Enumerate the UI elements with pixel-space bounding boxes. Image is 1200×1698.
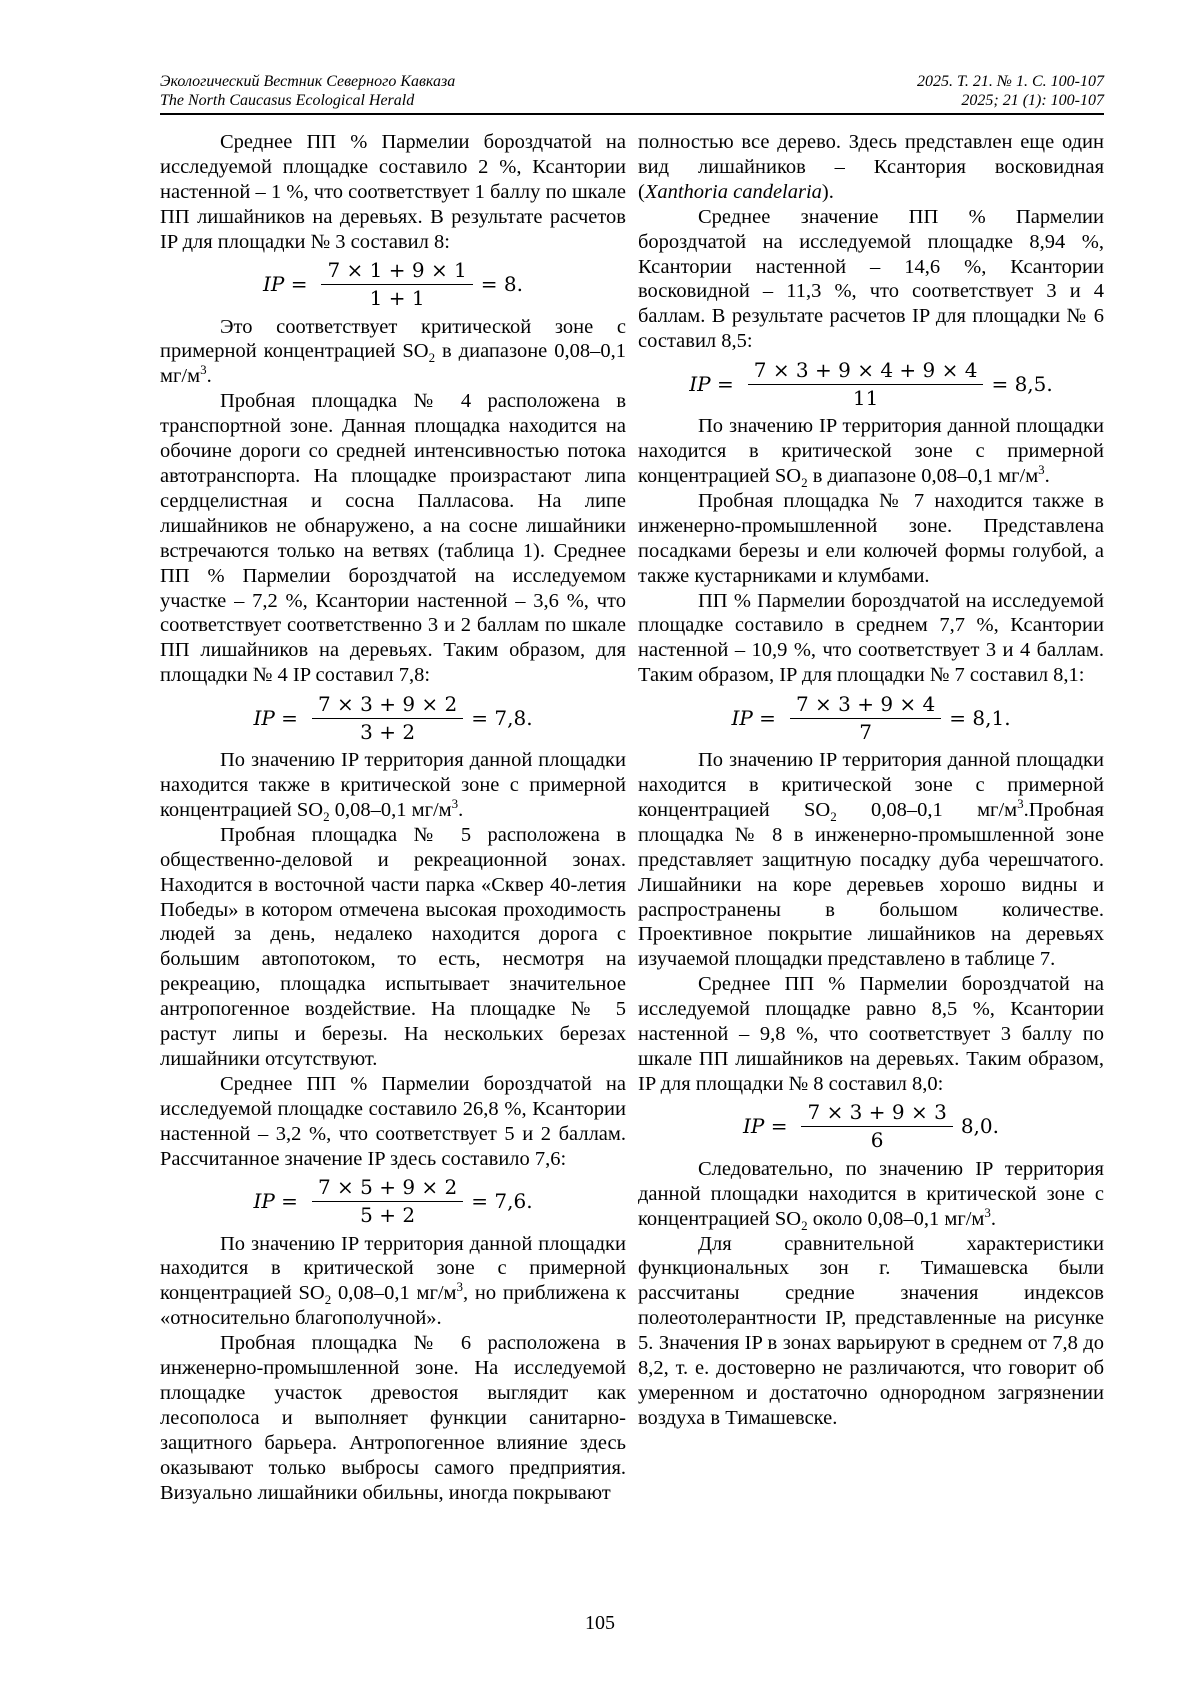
paragraph: Для сравнительной характеристики функциональных зон г. Тимашевска были рассчитаны средние значения индексов полеотолерантности IP, представленные на рисунке 5. Значения IP в зонах варьируют в среднем от 7,8 до 8,2, т. е. достоверно не различаются, что говорит об умеренном и достаточно однородном загрязнении воздуха в Тимашевске. — [638, 1232, 1104, 1429]
denominator: 1 + 1 — [369, 286, 425, 311]
equation — [160, 688, 626, 748]
paragraph: По значению IP территория данной площадки находится в критической зоне с примерной концентрацией $SO_2$ 0,08–0,1 $мг/м^3$, но приближена к «относительно благополучной». — [160, 1232, 626, 1330]
paragraph: Следовательно, по значению IP территория данной площадки находится в критической зоне с концентрацией $SO_2$ около 0,08–0,1 $мг/м^3$. — [638, 1157, 1104, 1233]
equation-lhs: IP = — [743, 1114, 788, 1139]
numerator: 7 × 1 + 9 × 1 — [321, 257, 472, 285]
equation — [160, 255, 626, 315]
equation-result: = 8,1. — [949, 705, 1011, 730]
paragraph: По значению IP территория данной площадки находится в критической зоне с примерной концентрацией $SO_2$ в диапазоне 0,08–0,1 $мг/м^3$. — [638, 415, 1104, 491]
equation-result: = 7,6. — [471, 1189, 533, 1214]
paragraph: Среднее ПП % Пармелии бороздчатой на исследуемой площадке равно 8,5 %, Ксантории настенной – 9,8 %, что соответствует 3 баллу по шкале ПП лишайников на деревьях. Таким образом, IP для площадки № 8 составил 8,0: — [638, 973, 1104, 1095]
numerator: 7 × 3 + 9 × 4 — [790, 691, 941, 719]
equation-result: = 8,5. — [991, 371, 1053, 396]
paragraph: Среднее значение ПП % Пармелии бороздчатой на исследуемой площадке 8,94 %, Ксантории настенной – 14,6 %, Ксантории восковидной – 11,3 %, что соответствует 3 и 4 баллам. В результате расчетов IP для площадки № 6 составил 8,5: — [638, 205, 1104, 353]
denominator: 11 — [852, 385, 879, 410]
numerator: 7 × 3 + 9 × 2 — [312, 691, 463, 719]
equation-lhs: IP = — [253, 1189, 298, 1214]
fraction — [790, 691, 941, 746]
page-number: 105 — [585, 1612, 615, 1634]
equation-lhs: IP = — [689, 371, 734, 396]
numerator: 7 × 5 + 9 × 2 — [312, 1174, 463, 1202]
equation-result: = 8. — [480, 272, 523, 297]
fraction — [312, 1174, 463, 1229]
paragraph: Пробная площадка № 6 расположена в инженерно-промышленной зоне. На исследуемой площадке участок древостоя выглядит как лесополоса и выполняет функции санитарно-защитного барьера. Антропогенное влияние здесь оказывают только выбросы самого предприятия. Визуально лишайники обильны, иногда покрывают — [160, 1332, 626, 1504]
denominator: 6 — [870, 1128, 884, 1153]
equation-lhs: IP = — [262, 272, 308, 297]
fraction — [748, 357, 984, 412]
species-name: Xanthoria candelaria — [644, 180, 822, 203]
paragraph: По значению IP территория данной площадки находится также в критической зоне с примерной концентрацией $SO_2$ 0,08–0,1 $мг/м^3$. — [160, 749, 626, 825]
denominator: 3 + 2 — [360, 719, 416, 744]
left-column — [160, 130, 626, 1506]
fraction — [801, 1099, 952, 1154]
paragraph: Среднее ПП % Пармелии бороздчатой на исследуемой площадке составило 26,8 %, Ксантории настенной – 3,2 %, что соответствует 5 и 2 баллам. Рассчитанное значение IP здесь составило 7,6: — [160, 1072, 626, 1170]
paragraph: Пробная площадка № 4 расположена в транспортной зоне. Данная площадка находится на обочине дороги со средней интенсивностью потока автотранспорта. На площадке произрастают липа сердцелистная и сосна Палласова. На липе лишайников не обнаружено, а на сосне лишайники встречаются только на ветвях (таблица 1). Среднее ПП % Пармелии бороздчатой на исследуемом участке – 7,2 %, Ксантории настенной – 3,6 %, что соответствует соответственно 3 и 2 баллам по шкале ПП лишайников на деревьях. Таким образом, для площадки № 4 IP составил 7,8: — [160, 390, 626, 687]
fraction — [321, 257, 472, 312]
paragraph: полностью все дерево. Здесь представлен еще один вид лишайников – Ксантория восковидная (Xanthoria candelaria). — [638, 131, 1104, 203]
paragraph: Пробная площадка № 5 расположена в общественно-деловой и рекреационной зонах. Находится в восточной части парка «Сквер 40-летия Победы» в котором отмечена высокая проходимость людей за день, недалеко находится дорога с большим автопотоком, то есть, несмотря на рекреацию, площадка испытывает значительное антропогенное воздействие. На площадке № 5 растут липы и березы. На нескольких березах лишайники отсутствуют. — [160, 823, 626, 1070]
paragraph: По значению IP территория данной площадки находится в критической зоне с примерной концентрацией $SO_2$ 0,08–0,1 $мг/м^3.Пробная$ площадка № 8 в инженерно-промышленной зоне представляет защитную посадку дуба черешчатого. Лишайники на коре деревьев хорошо видны и распространены в большом количестве. Проективное покрытие лишайников на деревьях изучаемой площадки представлено в таблице 7. — [638, 749, 1104, 971]
journal-title-en: The North Caucasus Ecological Herald — [160, 92, 415, 109]
equation — [638, 354, 1104, 414]
equation-lhs: IP = — [253, 705, 298, 730]
journal-title-ru: Экологический Вестник Северного Кавказа — [160, 73, 456, 90]
equation — [638, 1097, 1104, 1157]
header-rule — [160, 113, 1104, 115]
equation-result: 8,0. — [960, 1114, 999, 1139]
running-header — [160, 72, 1104, 110]
right-column — [638, 130, 1104, 1431]
paragraph: Среднее ПП % Пармелии бороздчатой на исследуемой площадке составило 2 %, Ксантории настенной – 1 %, что соответствует 1 баллу по шкале ПП лишайников на деревьях. В результате расчетов IP для площадки № 3 составил 8: — [160, 131, 626, 253]
paragraph: ПП % Пармелии бороздчатой на исследуемой площадке составило в среднем 7,7 %, Ксантории настенной – 10,9 %, что соответствует 3 и 4 баллам. Таким образом, IP для площадки № 7 составил 8,1: — [638, 589, 1104, 687]
denominator: 5 + 2 — [360, 1203, 416, 1228]
paragraph: Пробная площадка № 7 находится также в инженерно-промышленной зоне. Представлена посадками березы и ели колючей формы голубой, а также кустарниками и клумбами. — [638, 489, 1104, 587]
fraction — [312, 691, 463, 746]
numerator: 7 × 3 + 9 × 3 — [801, 1099, 952, 1127]
equation-lhs: IP = — [731, 705, 776, 730]
equation-result: = 7,8. — [471, 705, 533, 730]
equation — [160, 1172, 626, 1232]
denominator: 7 — [859, 719, 872, 744]
paragraph: Это соответствует критической зоне с примерной концентрацией $SO_2$ в диапазоне 0,08–0,1 $мг/м^3$. — [160, 315, 626, 388]
equation — [638, 688, 1104, 748]
citation-ru: 2025. Т. 21. № 1. С. 100-107 — [917, 73, 1104, 90]
citation-en: 2025; 21 (1): 100-107 — [961, 92, 1104, 109]
numerator: 7 × 3 + 9 × 4 + 9 × 4 — [748, 357, 984, 385]
